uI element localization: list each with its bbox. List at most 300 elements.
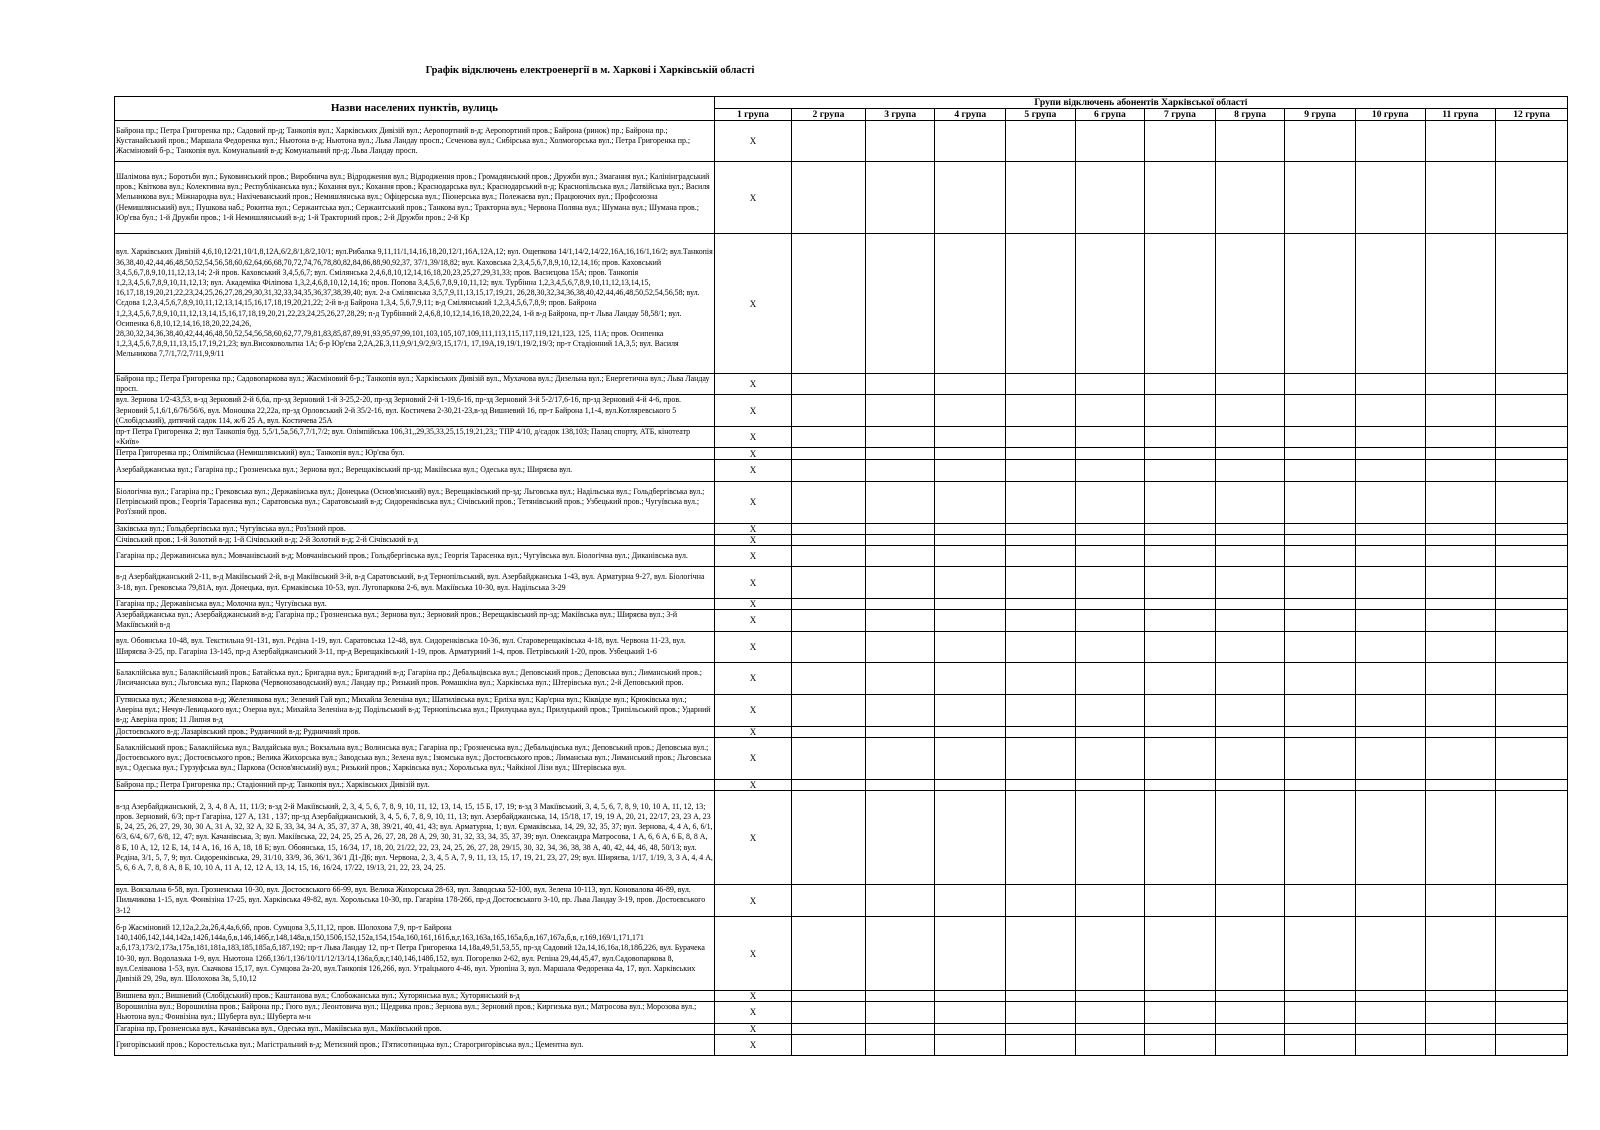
group-7-cell (1145, 1023, 1216, 1034)
group-10-cell (1355, 917, 1425, 991)
group-7-cell (1145, 991, 1216, 1002)
group-10-cell (1355, 726, 1425, 737)
group-9-cell (1285, 448, 1356, 459)
group-11-cell (1425, 917, 1496, 991)
group-6-cell (1075, 610, 1145, 631)
group-8-cell (1215, 427, 1285, 448)
group-2-cell (792, 162, 866, 234)
address-cell: Григорівський пров.; Коростельська вул.; Магістральний в-д; Метизний пров.; П'ятисотницька вул.; Старогригорівська вул.; Цементна вул. (115, 1034, 715, 1055)
group-8-cell (1215, 791, 1285, 885)
group-7-cell (1145, 395, 1216, 427)
group-10-cell (1355, 523, 1425, 534)
group-1-cell: X (714, 737, 791, 779)
group-6-cell (1075, 599, 1145, 610)
table-row (115, 726, 1568, 737)
group-7-cell (1145, 917, 1216, 991)
table-row (115, 791, 1568, 885)
group-7-cell (1145, 427, 1216, 448)
group-7-cell (1145, 631, 1216, 662)
group-3-cell (865, 885, 935, 917)
group-3-cell (865, 791, 935, 885)
group-7-cell (1145, 599, 1216, 610)
group-4-cell (935, 631, 1006, 662)
group-11-cell (1425, 427, 1496, 448)
group-12-cell (1496, 885, 1568, 917)
table-row (115, 631, 1568, 662)
group-8-cell (1215, 1034, 1285, 1055)
address-cell: Балаклійський пров.; Балаклійська вул.; Валдайська вул.; Вокзальна вул.; Волинська вул.; Гагаріна пр.; Грозненська вул.; Дебальцівська вул.; Деповський пров.; Деповська вул.; Достоєвського вул.; Достоєвського пров.; Велика Жихорська вул.; Заводська вул.; Зелена вул.; Ізюмська вул.; Достоєвського пров.; Лиманська вул.; Лиманський пров.; Льговська вул.; Одеська вул.; Гурзуфська вул.; Паркова (Основ'янський) вул.; Ризький пров.; Харківська вул.; Хорольська вул.; Чайкіної Лізи вул.; Штерівська вул. (115, 737, 715, 779)
address-cell: Біологічна вул.; Гагаріна пр.; Грековська вул.; Державінська вул.; Донецька (Основ'янський) вул.; Верещаківський пр-зд; Льговська вул.; Надільська вул.; Гольдбергівська вул.; Петрівський пров.; Георгія Тарасенка вул.; Саратовська вул.; Саратовський в-д; Сидоренківська вул.; Січівський пров.; Тетянівський пров.; Узбецький пров.; Чугуївська вул.; Роз'їзний пров. (115, 481, 715, 523)
group-5-cell (1006, 694, 1076, 726)
group-9-cell (1285, 534, 1356, 545)
group-11-cell (1425, 791, 1496, 885)
group-6-cell (1075, 1034, 1145, 1055)
group-4-cell (935, 737, 1006, 779)
group-12-cell (1496, 631, 1568, 662)
group-4-cell (935, 481, 1006, 523)
group-9-cell (1285, 1034, 1356, 1055)
group-2-cell (792, 599, 866, 610)
group-6-cell (1075, 567, 1145, 599)
group-7-cell (1145, 162, 1216, 234)
group-10-cell (1355, 546, 1425, 567)
table-row (115, 481, 1568, 523)
group-7-cell (1145, 523, 1216, 534)
address-cell: в-д Азербайджанський 2-11, в-д Макіївський 2-й, в-д Макіївський 3-й, в-д Саратовський, в-д Тернопільський, вул. Азербайджанська 1-43, вул. Арматурна 9-27, вул. Біологічна 3-18, вул. Грековська 79,81А, вул. Донецька, вул. Єрмаківська 10-53, вул. Лугопаркова 2-6, вул. Макіївська 10-30, вул. Надільська 3-29 (115, 567, 715, 599)
group-7-cell (1145, 481, 1216, 523)
group-9-cell (1285, 631, 1356, 662)
group-3-cell (865, 599, 935, 610)
group-2-cell (792, 374, 866, 395)
group-5-cell (1006, 523, 1076, 534)
address-cell: вул. Зернова 1/2-43,53, в-зд Зерновий 2-й 6,6а, пр-зд Зерновий 1-й 3-25,2-20, пр-зд Зерновий 2-й 1-19,6-16, пр-зд Зерновий 3-й 5-2/17,6-16, пр-зд Зерновий 4-й 4-6, пров. Зерновий 5,1,6/1,6/76/56/6, вул. Моношка 22,22а, пр-зд Орловський 2-й 35/2-16, вул. Костичева 2-30,21-23,в-зд Вишневий 16, пр-т Байрона 1,1-4, вул.Котляревського 5 (Слобідський), дитячий садок 114, ж/б 25 А, вул. Костичева 25А (115, 395, 715, 427)
group-3-cell (865, 121, 935, 162)
group-9-cell (1285, 791, 1356, 885)
group-12-cell (1496, 791, 1568, 885)
group-6-cell (1075, 121, 1145, 162)
group-header-5: 5 група (1006, 109, 1076, 121)
group-6-cell (1075, 162, 1145, 234)
group-1-cell: X (714, 546, 791, 567)
group-3-cell (865, 459, 935, 481)
group-6-cell (1075, 991, 1145, 1002)
group-7-cell (1145, 662, 1216, 694)
group-9-cell (1285, 481, 1356, 523)
group-2-cell (792, 631, 866, 662)
group-12-cell (1496, 662, 1568, 694)
group-12-cell (1496, 917, 1568, 991)
group-8-cell (1215, 395, 1285, 427)
group-1-cell: X (714, 991, 791, 1002)
group-3-cell (865, 991, 935, 1002)
group-header-8: 8 група (1215, 109, 1285, 121)
group-4-cell (935, 917, 1006, 991)
group-2-cell (792, 427, 866, 448)
table-row (115, 662, 1568, 694)
group-12-cell (1496, 523, 1568, 534)
group-5-cell (1006, 917, 1076, 991)
group-2-cell (792, 991, 866, 1002)
group-12-cell (1496, 459, 1568, 481)
group-11-cell (1425, 546, 1496, 567)
group-7-cell (1145, 448, 1216, 459)
group-8-cell (1215, 234, 1285, 374)
group-8-cell (1215, 737, 1285, 779)
table-row (115, 534, 1568, 545)
group-11-cell (1425, 631, 1496, 662)
address-cell: Гагаріна пр.; Державінська вул.; Молочна вул.; Чугуївська вул. (115, 599, 715, 610)
group-11-cell (1425, 448, 1496, 459)
group-1-cell: X (714, 374, 791, 395)
address-cell: вул. Харківських Дивізій 4,6,10,12/21,10/1,8,12А,6/2,8/1,8/2,10/1; вул.Рибалка 9,11,11/1,14,16,18,20,12/1,16А,12А,12; вул. Ощепкова 14/1,14/2,14/22,16А,16,16/1,16/2; вул.Танкопія 36,38,40,42,44,46,48,50,52,54,56,58,60,62,64,66,68,70,72,74,76,78,80,82,84,86,88,90,92,37, 37/1,39/18,82; вул. Каховська 2,3,4,5,6,7,8,9,10,12,14,16; пров. Каховський 3,4,5,6,7,8,9,10,11,12,13,14; 2-й пров. Каховський 3,4,5,6,7; вул. Смілянська 2,4,6,8,10,12,14,16,18,20,23,25,27,29,31,33; пров. Васнєцова 15А; пров. Танкопія 1,2,3,4,5,6,7,8,9,10,11,12,13; вул. Академіка Філіпова 1,3,2,4,6,8,10,12,14,16; пров. Попова 3,4,5,6,7,8,9,10,11,12; вул. Турбінна 1,2,3,4,5,6,7,8,9,10,11,12,13,14,15, 16,17,18,19,20,21,22,23,24,25,26,27,28,29,30,31,32,33,34,35,36,37,38,39,40; вул. 2-а Смілянська 3,5,7,9,11,13,15,17,19,21, 26,28,30,32,34,36,38,40,42,44,46,48,50,52,54,56,58; вул. Сєдова 1,2,3,4,5,6,7,8,9,10,11,12,13,14,15,16,17,18,19,20,21,22; 2-й в-д Байрона 1,3,4, 5,6,7,9,11; в-д Смілянський 1,2,3,4,5,6,7,8,9; пров. Байрона 1,2,3,4,5,6,7,8,9,10,11,12,13,14,15,16,17,18,19,20,21,22,23,24,25,26,27,28,29; п-д Турбінний 2,4,6,8,10,12,14,16,18,20,22,24, 1-й в-д Байрона, пр-т Льва Ландау 58,58/1; вул. Осипенка 6,8,10,12,14,16,18,20,22,24,26, 28,30,32,34,36,38,40,42,44,46,48,50,52,54,56,58,60,62,77,79,81,83,85,87,89,91,93,95,97,99,101,103,105,107,109,111,113,115,117,119,121,123, 125, 11А; пров. Осипенка 1,2,3,4,5,6,7,8,9,11,13,15,17,19,21,23; вул.Високовольтна 1А; б-р Юр'єва 2,2А,2Б,3,11,9,9/1,9/2,9/3,15,17/1, 17,19А,19,19/1,19/2,19/3; пр-т Стадіонний 1А,3,5; вул. Василя Мельникова 7,7/1,7/2,7/11,9,9/11 (115, 234, 715, 374)
group-6-cell (1075, 885, 1145, 917)
table-row (115, 991, 1568, 1002)
group-8-cell (1215, 481, 1285, 523)
group-12-cell (1496, 546, 1568, 567)
group-12-cell (1496, 481, 1568, 523)
group-11-cell (1425, 737, 1496, 779)
group-5-cell (1006, 599, 1076, 610)
group-9-cell (1285, 917, 1356, 991)
group-12-cell (1496, 234, 1568, 374)
group-5-cell (1006, 631, 1076, 662)
group-11-cell (1425, 523, 1496, 534)
group-3-cell (865, 448, 935, 459)
table-row (115, 459, 1568, 481)
group-2-cell (792, 1034, 866, 1055)
group-9-cell (1285, 726, 1356, 737)
group-8-cell (1215, 374, 1285, 395)
group-12-cell (1496, 1002, 1568, 1023)
group-4-cell (935, 662, 1006, 694)
group-1-cell: X (714, 885, 791, 917)
group-7-cell (1145, 726, 1216, 737)
group-12-cell (1496, 448, 1568, 459)
group-9-cell (1285, 546, 1356, 567)
outage-schedule-table (114, 96, 1568, 1056)
group-9-cell (1285, 1002, 1356, 1023)
group-7-cell (1145, 737, 1216, 779)
table-row (115, 779, 1568, 790)
group-3-cell (865, 662, 935, 694)
group-1-cell: X (714, 534, 791, 545)
table-row (115, 121, 1568, 162)
group-4-cell (935, 523, 1006, 534)
group-10-cell (1355, 779, 1425, 790)
address-cell: Гагаріна пр.; Державинська вул.; Мовчанівський в-д; Мовчанівський пров.; Гольдбергівська вул.; Георгія Тарасенка вул.; Чугуївська вул. Біологічна вул.; Диканівська вул. (115, 546, 715, 567)
names-column-header: Назви населених пунктів, вулиць (115, 97, 715, 121)
group-4-cell (935, 599, 1006, 610)
group-3-cell (865, 1023, 935, 1034)
group-5-cell (1006, 121, 1076, 162)
group-9-cell (1285, 523, 1356, 534)
address-cell: в-зд Азербайджанський, 2, 3, 4, 8 А, 11, 11/3; в-зд 2-й Макіївський, 2, 3, 4, 5, 6, 7, 8, 9, 10, 11, 12, 13, 14, 15, 15 Б, 17, 19; в-зд 3 Макіївський, 3, 4, 5, 6, 7, 8, 9, 10, 10 А, 11, 12, 13; пров. Зерновий, 6/3; пр-т Гагаріна, 127 А, 131 , 137; пр-зд Азербайджанський, 3, 4, 5, 6, 7, 8, 9, 10, 11, 13; вул. Азербайджанська, 14, 15/18, 17, 19, 19 А, 20, 21, 22/17, 23, 23 А, 23 Б, 24, 25, 26, 27, 29, 30, 30 А, 31 А, 32, 32 А, 32 Б, 33, 34, 34 А, 35, 37, 37 А, 38, 39/21, 40, 41, 43; вул. Арматурна, 1; вул. Єрмаківська, 14, 29, 32, 35, 37; вул. Зернова, 4, 4 А, 6, 6/1, 6/3, 6/4, 6/7, 6/8, 12, 47; вул. Качанівська, 3; вул. Макіївська, 22, 24, 25, 25 А, 26, 27, 28, 28 А, 29, 30, 31, 32, 33, 34, 35, 37, 39; вул. Олександра Матросова, 1 А, 6, 6 А, 6 Б, 8, 8 А, 8 Б, 10 А, 12, 12 Б, 14, 14 А, 16, 16 А, 18, 18 Б; вул. Обоянська, 15, 16/34, 17, 18, 20, 21/22, 22, 23, 24, 25, 26, 27, 28, 29/15, 30, 32, 34, 36, 38, 38 А, 40, 42, 44, 46, 48, 50/13; вул. Рєдіна, 3/1, 5, 7, 9; вул. Сидоренківська, 29, 31/10, 33/9, 36, 36/1, 36/1 Д1-Д6; вул. Червона, 2, 3, 4, 5 А, 7, 9, 11, 13, 15, 17, 19, 21, 23, 27, 29; вул. Ширяєва, 1/17, 1/19, 3, 3 А, 4, 4 А, 5, 6, 6 А, 7, 8, 8 А, 8 Б, 10, 10 А, 11 А, 12, 12 А, 13, 14, 15, 16, 16/24, 17/22, 19/13, 21, 22, 23, 24, 25. (115, 791, 715, 885)
address-cell: Байрона пр.; Петра Григоренка пр.; Садовий пр-д; Танкопія вул.; Харківських Дивізій вул.; Аеропортний в-д; Аеропортний пров.; Байрона (ринок) пр.; Байрона пр.; Кустанайський пров.; Маршала Федоренка вул.; Ньютона в-д; Ньютона вул.; Льва Ландау просп.; Сєченова вул.; Сибірська вул.; Холмогорська вул.; Петра Григоренка пр.; Жасміновий б-р.; Танкопія вул. Комунальний в-д; Комунальний пр-д; Льва Ландау просп. (115, 121, 715, 162)
group-11-cell (1425, 662, 1496, 694)
group-9-cell (1285, 610, 1356, 631)
group-8-cell (1215, 631, 1285, 662)
group-12-cell (1496, 162, 1568, 234)
group-header-6: 6 група (1075, 109, 1145, 121)
group-10-cell (1355, 395, 1425, 427)
group-5-cell (1006, 610, 1076, 631)
group-3-cell (865, 162, 935, 234)
table-row (115, 395, 1568, 427)
group-6-cell (1075, 1023, 1145, 1034)
group-1-cell: X (714, 779, 791, 790)
group-12-cell (1496, 534, 1568, 545)
group-2-cell (792, 546, 866, 567)
group-12-cell (1496, 1023, 1568, 1034)
group-10-cell (1355, 1002, 1425, 1023)
group-5-cell (1006, 662, 1076, 694)
group-9-cell (1285, 737, 1356, 779)
group-6-cell (1075, 374, 1145, 395)
group-7-cell (1145, 610, 1216, 631)
group-8-cell (1215, 599, 1285, 610)
address-cell: Заківська вул.; Гольдбергівська вул.; Чугуївська вул.; Роз'їзний пров. (115, 523, 715, 534)
group-4-cell (935, 427, 1006, 448)
group-2-cell (792, 610, 866, 631)
group-4-cell (935, 567, 1006, 599)
address-cell: Ворошиліна вул.; Ворошиліна пров.; Байрона пр.; Гюго вул.; Леонтовича вул.; Щедрика пров.; Зернова вул.; Зерновий пров.; Киргизька вул.; Матросова вул.; Морозова вул.; Ньютона вул.; Фонвізіна вул.; Шуберта вул.; Шуберта м-н (115, 1002, 715, 1023)
group-3-cell (865, 534, 935, 545)
group-2-cell (792, 694, 866, 726)
table-row (115, 1034, 1568, 1055)
group-11-cell (1425, 1023, 1496, 1034)
group-5-cell (1006, 567, 1076, 599)
group-12-cell (1496, 427, 1568, 448)
group-5-cell (1006, 737, 1076, 779)
group-7-cell (1145, 791, 1216, 885)
document-title: Графік відключень електроенергії в м. Харкові і Харківській області (425, 65, 755, 76)
group-6-cell (1075, 427, 1145, 448)
group-5-cell (1006, 459, 1076, 481)
group-5-cell (1006, 885, 1076, 917)
group-4-cell (935, 459, 1006, 481)
group-2-cell (792, 737, 866, 779)
group-11-cell (1425, 567, 1496, 599)
group-5-cell (1006, 779, 1076, 790)
group-7-cell (1145, 885, 1216, 917)
table-row (115, 599, 1568, 610)
group-4-cell (935, 726, 1006, 737)
group-12-cell (1496, 779, 1568, 790)
group-11-cell (1425, 726, 1496, 737)
group-9-cell (1285, 694, 1356, 726)
group-10-cell (1355, 737, 1425, 779)
group-10-cell (1355, 1034, 1425, 1055)
table-row (115, 234, 1568, 374)
group-4-cell (935, 779, 1006, 790)
group-7-cell (1145, 1002, 1216, 1023)
group-1-cell: X (714, 523, 791, 534)
group-1-cell: X (714, 481, 791, 523)
group-2-cell (792, 534, 866, 545)
group-8-cell (1215, 534, 1285, 545)
group-header-11: 11 група (1425, 109, 1496, 121)
group-11-cell (1425, 599, 1496, 610)
group-5-cell (1006, 374, 1076, 395)
group-7-cell (1145, 121, 1216, 162)
group-2-cell (792, 481, 866, 523)
group-10-cell (1355, 481, 1425, 523)
address-cell: Гутянська вул.; Железнякова в-д; Железнякова вул.; Зелений Гай вул.; Михайла Зеленіна вул.; Шатилівська вул.; Ерліха вул.; Кар'єрна вул.; Кіквідзе вул.; Крюківська вул.; Аверіна вул.; Нечуя-Левицького вул.; Озерна вул.; Михайла Зеленіна в-д; Подільський в-д; Тернопільська вул.; Прилуцька вул.; Прилуцький пров.; Трипільський пров.; Ударний в-д; Аверіна пров; 11 Липня в-д (115, 694, 715, 726)
group-10-cell (1355, 610, 1425, 631)
group-12-cell (1496, 599, 1568, 610)
group-1-cell: X (714, 631, 791, 662)
groups-column-header: Групи відключень абонентів Харківської області (714, 97, 1567, 109)
group-12-cell (1496, 395, 1568, 427)
group-3-cell (865, 1002, 935, 1023)
table-row (115, 885, 1568, 917)
group-12-cell (1496, 694, 1568, 726)
group-3-cell (865, 546, 935, 567)
group-9-cell (1285, 427, 1356, 448)
group-6-cell (1075, 481, 1145, 523)
group-11-cell (1425, 374, 1496, 395)
group-2-cell (792, 1023, 866, 1034)
group-9-cell (1285, 162, 1356, 234)
address-cell: Вишнева вул.; Вишневий (Слобідський) пров.; Каштанова вул.; Слобожанська вул.; Хуторянська вул.; Хуторянський в-д (115, 991, 715, 1002)
group-1-cell: X (714, 395, 791, 427)
group-6-cell (1075, 779, 1145, 790)
group-7-cell (1145, 234, 1216, 374)
table-row (115, 448, 1568, 459)
group-1-cell: X (714, 1023, 791, 1034)
group-4-cell (935, 395, 1006, 427)
address-cell: вул. Обоянська 10-48, вул. Текстильна 91-131, вул. Рєдіна 1-19, вул. Саратовська 12-48, вул. Сидоренківська 10-36, вул. Староверещаківська 4-18, вул. Червона 11-23, вул. Ширяєва 3-25, пр. Гагаріна 13-145, пр-д Азербайджанський 3-11, пр-д Верещаківський 1-19, пров. Арматурний 1-4, пров. Петрівський 1-20, пров. Узбецький 1-6 (115, 631, 715, 662)
group-1-cell: X (714, 1034, 791, 1055)
group-3-cell (865, 427, 935, 448)
group-4-cell (935, 1002, 1006, 1023)
group-7-cell (1145, 567, 1216, 599)
table-row (115, 567, 1568, 599)
group-4-cell (935, 162, 1006, 234)
address-cell: Байрона пр.; Петра Григоренка пр.; Садовопаркова вул.; Жасміновий б-р.; Танкопія вул.; Харківських Дивізій вул., Мухачова вул.; Дизельна вул.; Енергетична вул.; Льва Ландау просп. (115, 374, 715, 395)
group-10-cell (1355, 791, 1425, 885)
group-6-cell (1075, 917, 1145, 991)
group-7-cell (1145, 459, 1216, 481)
address-cell: пр-т Петра Григоренка 2; вул Танкопія буд. 5,5/1,5а,56,7,7/1,7/2; вул. Олімпійська 106,31,,29,35,33,25,15,19,21,23,; ТПР 4/10, д/садок 138,103; Палац спорту, АТБ, кінотеатр «Київ» (115, 427, 715, 448)
group-8-cell (1215, 523, 1285, 534)
group-8-cell (1215, 610, 1285, 631)
group-4-cell (935, 1034, 1006, 1055)
group-7-cell (1145, 534, 1216, 545)
group-3-cell (865, 737, 935, 779)
group-2-cell (792, 234, 866, 374)
group-7-cell (1145, 694, 1216, 726)
group-9-cell (1285, 121, 1356, 162)
group-2-cell (792, 523, 866, 534)
group-5-cell (1006, 234, 1076, 374)
group-5-cell (1006, 395, 1076, 427)
group-11-cell (1425, 991, 1496, 1002)
group-10-cell (1355, 459, 1425, 481)
group-11-cell (1425, 610, 1496, 631)
group-11-cell (1425, 121, 1496, 162)
group-9-cell (1285, 662, 1356, 694)
group-11-cell (1425, 395, 1496, 427)
group-5-cell (1006, 1002, 1076, 1023)
address-cell: б-р Жасміновий 12,12а,2,2а,2б,4,4а,6,6б, пров. Сумцова 3,5,11,12, пров. Шолохова 7,9, пр-т Байрона 140,140б,142,144,142а,142б,144а,б,в,146,146б,г,148,148а,в,150,150б,152,152а,154,154а,160,161,161б,в,г,163,163а,165,165а,б,в,167,167а,б,в, г,169,169/1,171,171 а,б,173,173/2,173а,175в,181,181а,183,185,185а,б,187,192; пр-т Льва Ландау 12, пр-т Петра Григоренка 14,18а,49,51,53,55, пр-зд Садовий 12а,14,16,16а,18,18б,226, вул. Бурачека 10-30, вул. Водолазька 1-9, вул. Ньютона 126б,136/1,136/10/11/12/13/14,136а,б,в,г,140,146,148б,152, вул. Погорелко 2-62, вул. Рєпіна 29,44,45,47, вул.Садовопаркова 8, вул.Селіванова 1-53, вул. Скачкова 15,17, вул. Сумцова 2а-20, вул.Танкопія 126,266, вул. Утраїцького 4-46, вул. Урюпіна 3, вул. Маршала Федоренка 4а, 17, вул. Харківських Дивізій 29, 29а, вул. Шолохова 3в, 5,10,12 (115, 917, 715, 991)
group-5-cell (1006, 791, 1076, 885)
group-6-cell (1075, 1002, 1145, 1023)
group-1-cell: X (714, 121, 791, 162)
group-9-cell (1285, 374, 1356, 395)
group-1-cell: X (714, 1002, 791, 1023)
address-cell: Азербайджанська вул.; Гагаріна пр.; Грозненська вул.; Зернова вул.; Верещаківський пр-зд; Макіївська вул.; Одеська вул.; Ширяєва вул. (115, 459, 715, 481)
group-header-4: 4 група (935, 109, 1006, 121)
group-10-cell (1355, 694, 1425, 726)
group-11-cell (1425, 1034, 1496, 1055)
group-10-cell (1355, 662, 1425, 694)
group-11-cell (1425, 481, 1496, 523)
group-5-cell (1006, 546, 1076, 567)
group-4-cell (935, 885, 1006, 917)
group-4-cell (935, 1023, 1006, 1034)
group-8-cell (1215, 885, 1285, 917)
group-5-cell (1006, 427, 1076, 448)
group-1-cell: X (714, 567, 791, 599)
group-7-cell (1145, 779, 1216, 790)
group-7-cell (1145, 374, 1216, 395)
group-header-7: 7 група (1145, 109, 1216, 121)
table-row (115, 1023, 1568, 1034)
group-10-cell (1355, 1023, 1425, 1034)
group-6-cell (1075, 662, 1145, 694)
group-7-cell (1145, 1034, 1216, 1055)
group-4-cell (935, 121, 1006, 162)
group-9-cell (1285, 991, 1356, 1002)
group-1-cell: X (714, 726, 791, 737)
group-2-cell (792, 121, 866, 162)
group-2-cell (792, 779, 866, 790)
group-3-cell (865, 779, 935, 790)
group-12-cell (1496, 567, 1568, 599)
group-8-cell (1215, 162, 1285, 234)
group-4-cell (935, 791, 1006, 885)
group-2-cell (792, 662, 866, 694)
table-row (115, 546, 1568, 567)
group-11-cell (1425, 459, 1496, 481)
address-cell: Балаклійська вул.; Балаклійський пров.; Батайська вул.; Бригадна вул.; Бригадний в-д; Гагаріна пр.; Дебальцівська вул.; Деповський пров.; Деповська вул.; Лиманський пров.; Лисичанська вул.; Льговська вул.; Паркова (Червонозаводський) вул.; Ландау пр.; Ризький пров. Ромашкіна вул.; Харківська вул.; Штерівська вул.; 2-й Деповський пров. (115, 662, 715, 694)
group-6-cell (1075, 459, 1145, 481)
group-5-cell (1006, 1023, 1076, 1034)
group-header-9: 9 група (1285, 109, 1356, 121)
group-5-cell (1006, 534, 1076, 545)
group-11-cell (1425, 694, 1496, 726)
group-6-cell (1075, 791, 1145, 885)
group-10-cell (1355, 991, 1425, 1002)
group-9-cell (1285, 395, 1356, 427)
group-3-cell (865, 1034, 935, 1055)
group-6-cell (1075, 395, 1145, 427)
group-10-cell (1355, 534, 1425, 545)
group-2-cell (792, 567, 866, 599)
group-6-cell (1075, 726, 1145, 737)
group-4-cell (935, 610, 1006, 631)
group-11-cell (1425, 779, 1496, 790)
group-2-cell (792, 791, 866, 885)
address-cell: Гагаріна пр, Грозненська вул., Качанівська вул., Одеська вул., Макіївська вул., Макіївський пров. (115, 1023, 715, 1034)
group-6-cell (1075, 694, 1145, 726)
group-5-cell (1006, 162, 1076, 234)
group-12-cell (1496, 726, 1568, 737)
group-1-cell: X (714, 791, 791, 885)
group-8-cell (1215, 567, 1285, 599)
group-1-cell: X (714, 459, 791, 481)
